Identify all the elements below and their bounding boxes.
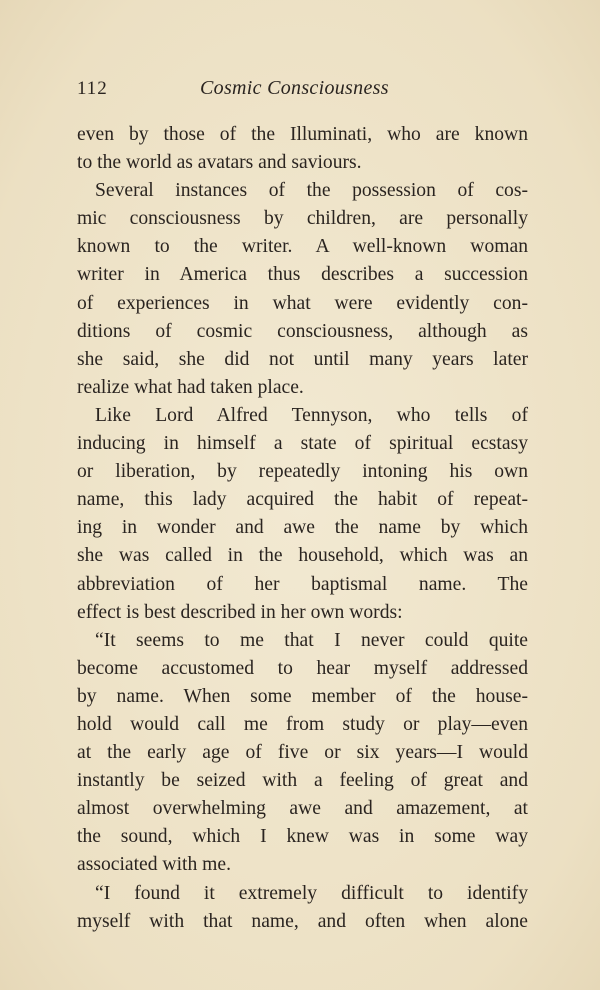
text-line: abbreviation of her baptismal name. The bbox=[77, 573, 528, 595]
text-line: ditions of cosmic consciousness, although as bbox=[77, 320, 528, 342]
text-line: myself with that name, and often when alone bbox=[77, 910, 528, 932]
text-line: almost overwhelming awe and amazement, at bbox=[77, 798, 528, 820]
text-line: Like Lord Alfred Tennyson, who tells of bbox=[95, 404, 528, 426]
text-line: hold would call me from study or play—even bbox=[77, 713, 528, 735]
text-line: realize what had taken place. bbox=[77, 376, 304, 398]
text-line: of experiences in what were evidently con- bbox=[77, 292, 528, 314]
text-line: “I found it extremely difficult to identify bbox=[95, 882, 528, 904]
text-line: “It seems to me that I never could quite bbox=[95, 629, 528, 651]
text-line: Several instances of the possession of cos- bbox=[95, 180, 528, 202]
text-line: at the early age of five or six years—I would bbox=[77, 742, 528, 764]
text-line: effect is best described in her own words: bbox=[77, 601, 403, 623]
text-line: become accustomed to hear myself addressed bbox=[77, 657, 528, 679]
text-line: she was called in the household, which was an bbox=[77, 545, 528, 567]
text-line: instantly be seized with a feeling of great and bbox=[77, 770, 528, 792]
text-line: to the world as avatars and saviours. bbox=[77, 152, 362, 174]
text-line: known to the writer. A well-known woman bbox=[77, 236, 528, 258]
text-line: even by those of the Illuminati, who are known bbox=[77, 124, 528, 145]
text-line: the sound, which I knew was in some way bbox=[77, 826, 528, 848]
text-line: mic consciousness by children, are personally bbox=[77, 208, 528, 230]
page-number: 112 bbox=[77, 78, 108, 99]
text-line: ing in wonder and awe the name by which bbox=[77, 517, 528, 539]
text-line: inducing in himself a state of spiritual ecstasy bbox=[77, 433, 528, 455]
text-line: associated with me. bbox=[77, 854, 231, 876]
text-line: she said, she did not until many years later bbox=[77, 348, 528, 370]
text-line: name, this lady acquired the habit of repeat- bbox=[77, 489, 528, 511]
text-line: or liberation, by repeatedly intoning his own bbox=[77, 461, 528, 483]
running-title: Cosmic Consciousness bbox=[200, 77, 389, 99]
text-line: by name. When some member of the house- bbox=[77, 685, 528, 707]
text-line: writer in America thus describes a succession bbox=[77, 264, 528, 286]
page-body-text bbox=[77, 121, 528, 936]
